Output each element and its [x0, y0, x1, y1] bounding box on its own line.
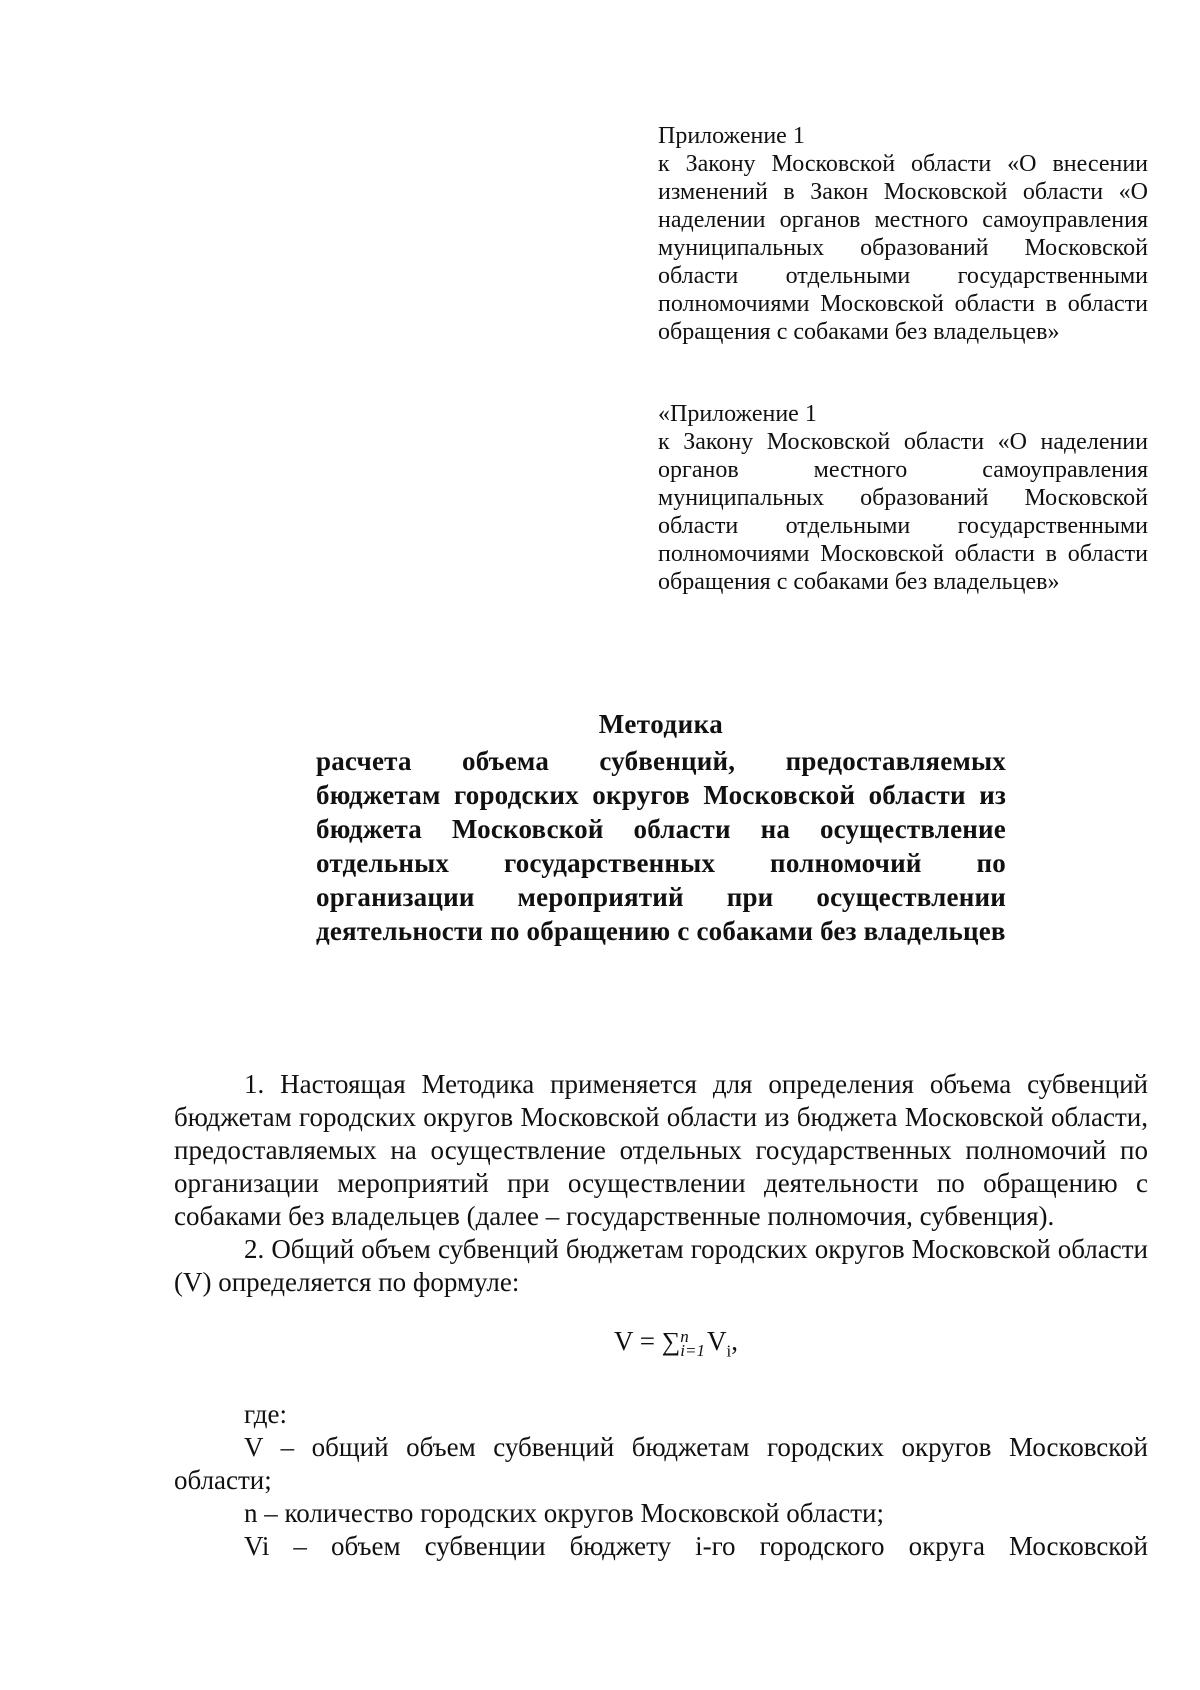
definition-v: V – общий объем субвенций бюджетам городских округов Московской области; — [174, 1432, 1148, 1495]
document-heading — [316, 707, 1006, 948]
formula-lhs: V = — [614, 1326, 662, 1356]
appendix-title: «Приложение 1 — [658, 401, 817, 427]
formula-total-volume — [174, 1325, 1148, 1361]
appendix-note-original-law — [658, 400, 1148, 596]
formula-term: V — [707, 1326, 727, 1356]
appendix-note-amending-law — [658, 122, 1148, 346]
document-subtitle: расчета объема субвенций, предоставляемых бюджетам городских округов Московской области из бюджета Московской области на осуществление отдельных государственных полномочий по организации мероприятий при осуществлении деятельности по обращению с собаками без владельцев — [316, 746, 1006, 946]
document-title: Методика — [598, 709, 724, 739]
definition-n: n – количество городских округов Московской области; — [244, 1498, 884, 1528]
formula-definitions — [174, 1398, 1148, 1563]
formula-tail: , — [731, 1326, 738, 1356]
formula-lower-limit: i=1 — [680, 1340, 705, 1360]
formula-sum-symbol: ∑ — [661, 1327, 681, 1356]
appendix-text: к Закону Московской области «О наделении органов местного самоуправления муниципальных образований Московской области отдельными государственными полномочиями Московской области в области обращения с собаками без владельцев» — [658, 429, 1148, 595]
definitions-where: где: — [244, 1399, 287, 1429]
paragraph-1: 1. Настоящая Методика применяется для определения объема субвенций бюджетам городских округов Московской области из бюджета Московской области, предоставляемых на осуществление отдельных государственных полномочий по организации мероприятий при осуществлении деятельности по обращению с собаками без владельцев (далее – государственные полномочия, субвенция). — [174, 1069, 1148, 1231]
appendix-title: Приложение 1 — [658, 123, 805, 149]
formula-upper-limit: n — [680, 1326, 689, 1346]
formula-term-subscript: i — [726, 1341, 732, 1361]
paragraph-2: 2. Общий объем субвенций бюджетам городских округов Московской области (V) определяется по формуле: — [174, 1234, 1148, 1297]
appendix-text: к Закону Московской области «О внесении изменений в Закон Московской области «О наделении органов местного самоуправления муниципальных образований Московской области отдельными государственными полномочиями Московской области в области обращения с собаками без владельцев» — [658, 151, 1148, 345]
document-body — [174, 1068, 1148, 1563]
definition-vi: Vi – объем субвенции бюджету i-го городского округа Московской — [244, 1531, 1148, 1561]
